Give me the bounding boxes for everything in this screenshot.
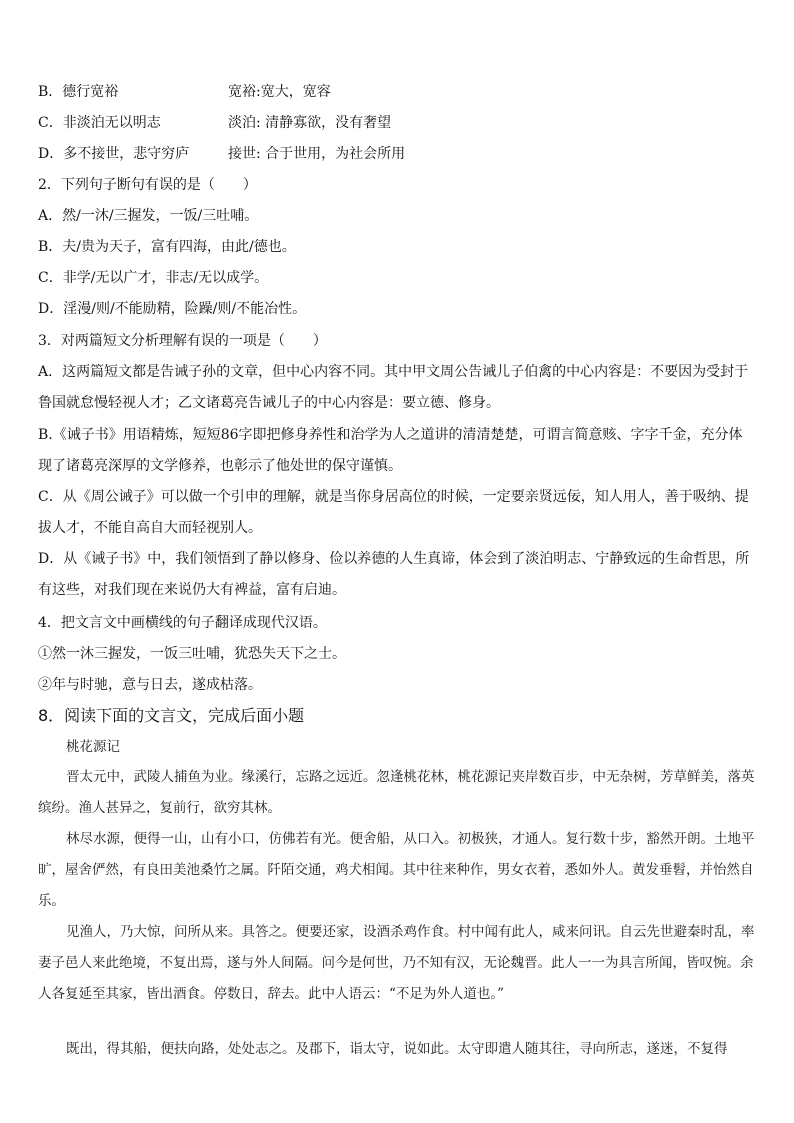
- option-gloss: 宽裕:宽大，宽容: [228, 84, 331, 100]
- passage-paragraph-3: 见渔人，乃大惊，问所从来。具答之。便要还家，设酒杀鸡作食。村中闻有此人，咸来问讯。自云先世避秦时乱，率妻子邑人来此绝境，不复出焉，遂与外人间隔。问今是何世，乃不知有汉，无论魏晋。此人一一为具言所闻，皆叹惋。余人各复延至其家，皆出酒食。停数日，辞去。此中人语云：“不足为外人道也。”: [38, 924, 755, 1002]
- q3-option-a: A．这两篇短文都是告诫子孙的文章，但中心内容不同。其中甲文周公告诫儿子伯禽的中心内容是：不要因为受封于鲁国就怠慢轻视人才；乙文诸葛亮告诫儿子的中心内容是：要立德、修身。: [38, 364, 749, 411]
- q2-option-b: B．夫/贵为天子，富有四海，由此/德也。: [38, 239, 296, 255]
- passage-paragraph-4: 既出，得其船，便扶向路，处处志之。及郡下，诣太守，说如此。太守即遣人随其往，寻向所志，遂迷，不复得: [66, 1041, 728, 1057]
- option-term: D．多不接世，悲守穷庐: [38, 146, 190, 162]
- q4-item-2: ②年与时驰，意与日去，遂成枯落。: [38, 677, 262, 693]
- q1-option-d: [38, 145, 405, 163]
- passage-paragraph-2: 林尽水源，便得一山，山有小口，仿佛若有光。便舍船，从口入。初极狭，才通人。复行数十步，豁然开朗。土地平旷，屋舍俨然，有良田美池桑竹之属。阡陌交通，鸡犬相闻。其中往来种作，男女衣着，悉如外人。黄发垂髫，并怡然自乐。: [38, 831, 755, 909]
- passage-paragraph-1: 晋太元中，武陵人捕鱼为业。缘溪行，忘路之远近。忽逢桃花林，桃花源记夹岸数百步，中无杂树，芳草鲜美，落英缤纷。渔人甚异之，复前行，欲穷其林。: [38, 769, 755, 816]
- q3-option-c: C．从《周公诫子》可以做一个引申的理解，就是当你身居高位的时候，一定要亲贤远佞，知人用人，善于吸纳、提拔人才，不能自高自大而轻视别人。: [38, 489, 749, 536]
- q1-option-c: [38, 114, 391, 132]
- q1-option-b: [38, 83, 331, 101]
- option-term: C．非淡泊无以明志: [38, 115, 161, 131]
- q3-stem: 3．对两篇短文分析理解有误的一项是（ ）: [38, 333, 327, 349]
- q2-option-d: D．淫漫/则/不能励精，险躁/则/不能冶性。: [38, 301, 307, 317]
- q2-option-c: C．非学/无以广才，非志/无以成学。: [38, 270, 269, 286]
- option-term: B．德行宽裕: [38, 84, 119, 100]
- q2-option-a: A．然/一沐/三握发，一饭/三吐哺。: [38, 208, 259, 224]
- q4-stem: 4．把文言文中画横线的句子翻译成现代汉语。: [38, 615, 327, 631]
- q8-stem: 8．阅读下面的文言文，完成后面小题: [38, 706, 305, 725]
- passage-title: 桃花源记: [66, 739, 120, 755]
- option-gloss: 淡泊: 清静寡欲，没有奢望: [228, 115, 392, 131]
- q4-item-1: ①然一沐三握发，一饭三吐哺，犹恐失天下之士。: [38, 646, 346, 662]
- q3-option-d: D．从《诫子书》中，我们领悟到了静以修身、俭以养德的人生真谛，体会到了淡泊明志、宁静致远的生命哲思，所有这些，对我们现在来说仍大有裨益，富有启迪。: [38, 551, 750, 598]
- q2-stem: 2．下列句子断句有误的是（ ）: [38, 177, 257, 193]
- q3-option-b: B.《诫子书》用语精炼，短短86字即把修身养性和治学为人之道讲的清清楚楚，可谓言简意赅、字字千金，充分体现了诸葛亮深厚的文学修养，也彰示了他处世的保守谨慎。: [38, 427, 743, 474]
- option-gloss: 接世: 合于世用，为社会所用: [228, 146, 406, 162]
